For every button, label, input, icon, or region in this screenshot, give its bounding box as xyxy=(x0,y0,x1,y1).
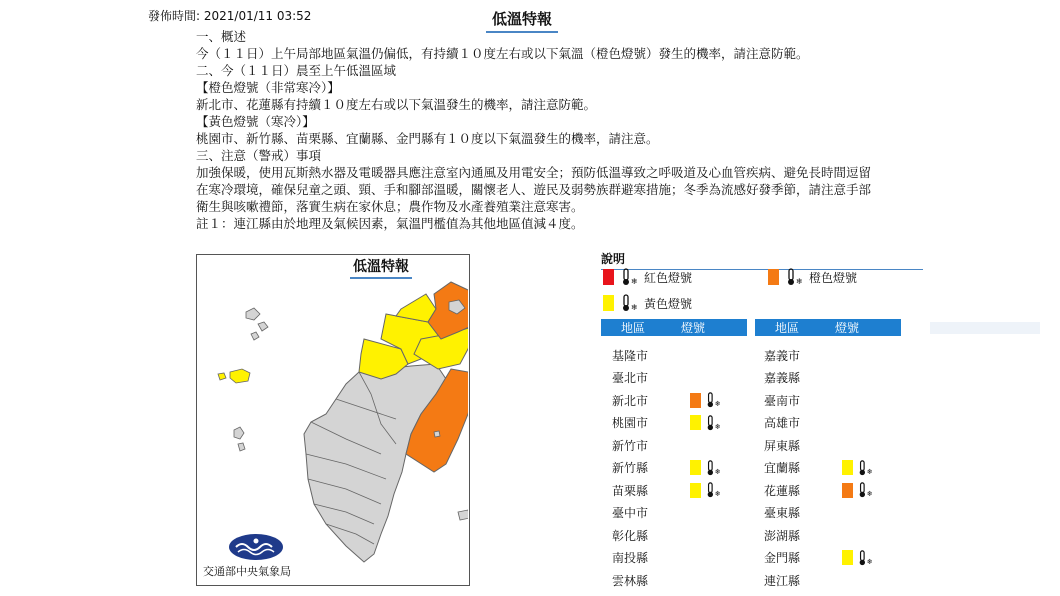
region-name: 桃園市 xyxy=(612,416,649,430)
thermometer-snow-icon xyxy=(785,268,803,286)
col-signal-label: 燈號 xyxy=(681,321,706,335)
legend-red-label: 紅色燈號 xyxy=(644,270,693,285)
svg-text:❄: ❄ xyxy=(796,277,803,286)
region-name: 連江縣 xyxy=(764,573,801,588)
region-row xyxy=(764,389,842,411)
region-name: 臺東縣 xyxy=(764,506,801,520)
right-column-header xyxy=(755,319,901,336)
col-region-label: 地區 xyxy=(621,321,646,335)
signal-swatch xyxy=(690,393,701,408)
region-name: 宜蘭縣 xyxy=(764,461,801,475)
signal-swatch xyxy=(690,415,701,430)
region-name: 臺南市 xyxy=(764,393,801,408)
region-row xyxy=(612,344,690,366)
svg-text:❄: ❄ xyxy=(714,399,721,409)
bulletin-text xyxy=(196,28,876,232)
left-column-header xyxy=(601,319,747,336)
region-name: 雲林縣 xyxy=(612,573,649,588)
region-signal xyxy=(842,459,873,477)
cwb-logo-icon xyxy=(228,533,284,561)
issue-time: 發佈時間: 2021/01/11 03:52 xyxy=(148,9,312,23)
yellow-signal-text: 桃園市、新竹縣、苗栗縣、宜蘭縣、金門縣有１０度以下氣溫發生的機率，請注意。 xyxy=(196,131,659,146)
region-row xyxy=(612,502,690,524)
thermometer-snow-icon xyxy=(705,481,721,499)
orange-signal-heading: 【橙色燈號（非常寒冷）】 xyxy=(196,80,340,95)
region-name: 新北市 xyxy=(612,393,649,408)
region-signal xyxy=(690,481,721,499)
region-name: 基隆市 xyxy=(612,348,649,363)
region-row xyxy=(612,569,690,591)
signal-swatch xyxy=(842,550,853,565)
section-heading: 三、注意（警戒）事項 xyxy=(196,148,322,163)
col-region-label: 地區 xyxy=(775,321,800,335)
region-row xyxy=(612,367,690,389)
orange-swatch xyxy=(768,269,779,285)
region-row xyxy=(764,524,842,546)
svg-text:❄: ❄ xyxy=(866,466,873,476)
region-signal xyxy=(690,459,721,477)
region-name: 彰化縣 xyxy=(612,528,649,543)
penghu-islands xyxy=(234,427,245,451)
region-name: 澎湖縣 xyxy=(764,528,801,543)
legend-red xyxy=(603,268,692,286)
map-title: 低溫特報 xyxy=(350,256,412,279)
region-row xyxy=(764,434,842,456)
thermometer-snow-icon xyxy=(705,391,721,409)
footnote: 註１：連江縣由於地理及氣候因素，氣溫門檻值為其他地區值減４度。 xyxy=(196,216,584,231)
region-row xyxy=(764,547,873,569)
region-name: 金門縣 xyxy=(764,551,801,565)
region-name: 屏東縣 xyxy=(764,438,801,453)
thermometer-snow-icon xyxy=(620,294,638,312)
legend-header: 說明 xyxy=(601,250,923,270)
svg-text:❄: ❄ xyxy=(714,421,721,431)
region-name: 臺中市 xyxy=(612,506,649,520)
section-heading: 一、概述 xyxy=(196,29,247,44)
green-island xyxy=(434,431,440,437)
region-row xyxy=(612,457,721,479)
region-name: 嘉義市 xyxy=(764,348,801,363)
legend-orange-label: 橙色燈號 xyxy=(809,270,858,285)
thermometer-snow-icon xyxy=(857,549,873,567)
report-title: 低溫特報 xyxy=(486,8,558,33)
thermometer-snow-icon xyxy=(857,481,873,499)
legend-yellow xyxy=(603,294,692,312)
region-name: 新竹市 xyxy=(612,438,649,453)
background-strip xyxy=(930,322,1040,334)
col-signal-label: 燈號 xyxy=(835,321,860,335)
region-signal xyxy=(842,481,873,499)
region-signal xyxy=(690,391,721,409)
region-row xyxy=(764,344,842,366)
region-row xyxy=(612,389,721,411)
signal-swatch xyxy=(842,460,853,475)
yellow-signal-heading: 【黃色燈號（寒冷）】 xyxy=(196,114,315,129)
svg-text:❄: ❄ xyxy=(866,489,873,499)
region-row xyxy=(764,412,842,434)
legend-orange xyxy=(768,268,857,286)
region-name: 苗栗縣 xyxy=(612,483,649,498)
signal-swatch xyxy=(842,483,853,498)
signal-swatch xyxy=(690,460,701,475)
region-row xyxy=(612,434,690,456)
thermometer-snow-icon xyxy=(705,459,721,477)
region-row xyxy=(764,502,842,524)
region-name: 嘉義縣 xyxy=(764,371,801,385)
region-signal xyxy=(690,414,721,432)
thermometer-snow-icon xyxy=(857,459,873,477)
region-row xyxy=(764,569,842,591)
region-row xyxy=(612,547,690,569)
region-row xyxy=(764,457,873,479)
summary-paragraph: 今（１１日）上午局部地區氣溫仍偏低，有持續１０度左右或以下氣溫（橙色燈號）發生的機率，請注意防範。 xyxy=(196,46,809,61)
thermometer-snow-icon xyxy=(705,414,721,432)
signal-swatch xyxy=(690,483,701,498)
precaution-paragraph: 加強保暖，使用瓦斯熱水器及電暖器具應注意室內通風及用電安全；預防低溫導致之呼吸道及心血管疾病、避免長時間逗留在寒冷環境，確保兒童之頭、頸、手和腳部溫暖，關懷老人、遊民及弱勢族群避寒措施；冬季為流感好發季節，請注意手部衛生與咳嗽禮節，落實生病在家休息；農作物及水產養殖業注意寒害。 xyxy=(196,165,872,214)
svg-text:❄: ❄ xyxy=(714,489,721,499)
kinmen-islands xyxy=(218,369,250,383)
orange-signal-text: 新北市、花蓮縣有持續１０度左右或以下氣溫發生的機率，請注意防範。 xyxy=(196,97,597,112)
region-name: 新竹縣 xyxy=(612,461,649,475)
svg-text:❄: ❄ xyxy=(714,466,721,476)
orchid-island xyxy=(458,510,468,520)
region-name: 花蓮縣 xyxy=(764,483,801,498)
region-row xyxy=(612,412,721,434)
region-row xyxy=(764,479,873,501)
legend-yellow-label: 黃色燈號 xyxy=(644,296,693,311)
region-row xyxy=(612,479,721,501)
yellow-swatch xyxy=(603,295,614,311)
red-swatch xyxy=(603,269,614,285)
region-name: 臺北市 xyxy=(612,371,649,385)
region-name: 高雄市 xyxy=(764,416,801,430)
region-row xyxy=(612,524,690,546)
region-row xyxy=(764,367,842,389)
matsu-islands xyxy=(246,308,268,340)
agency-name: 交通部中央氣象局 xyxy=(203,565,291,578)
region-name: 南投縣 xyxy=(612,551,649,565)
region-signal xyxy=(842,549,873,567)
thermometer-snow-icon xyxy=(620,268,638,286)
svg-text:❄: ❄ xyxy=(631,277,638,286)
svg-text:❄: ❄ xyxy=(866,556,873,566)
section-heading: 二、今（１１日）晨至上午低溫區域 xyxy=(196,63,397,78)
svg-text:❄: ❄ xyxy=(631,303,638,312)
